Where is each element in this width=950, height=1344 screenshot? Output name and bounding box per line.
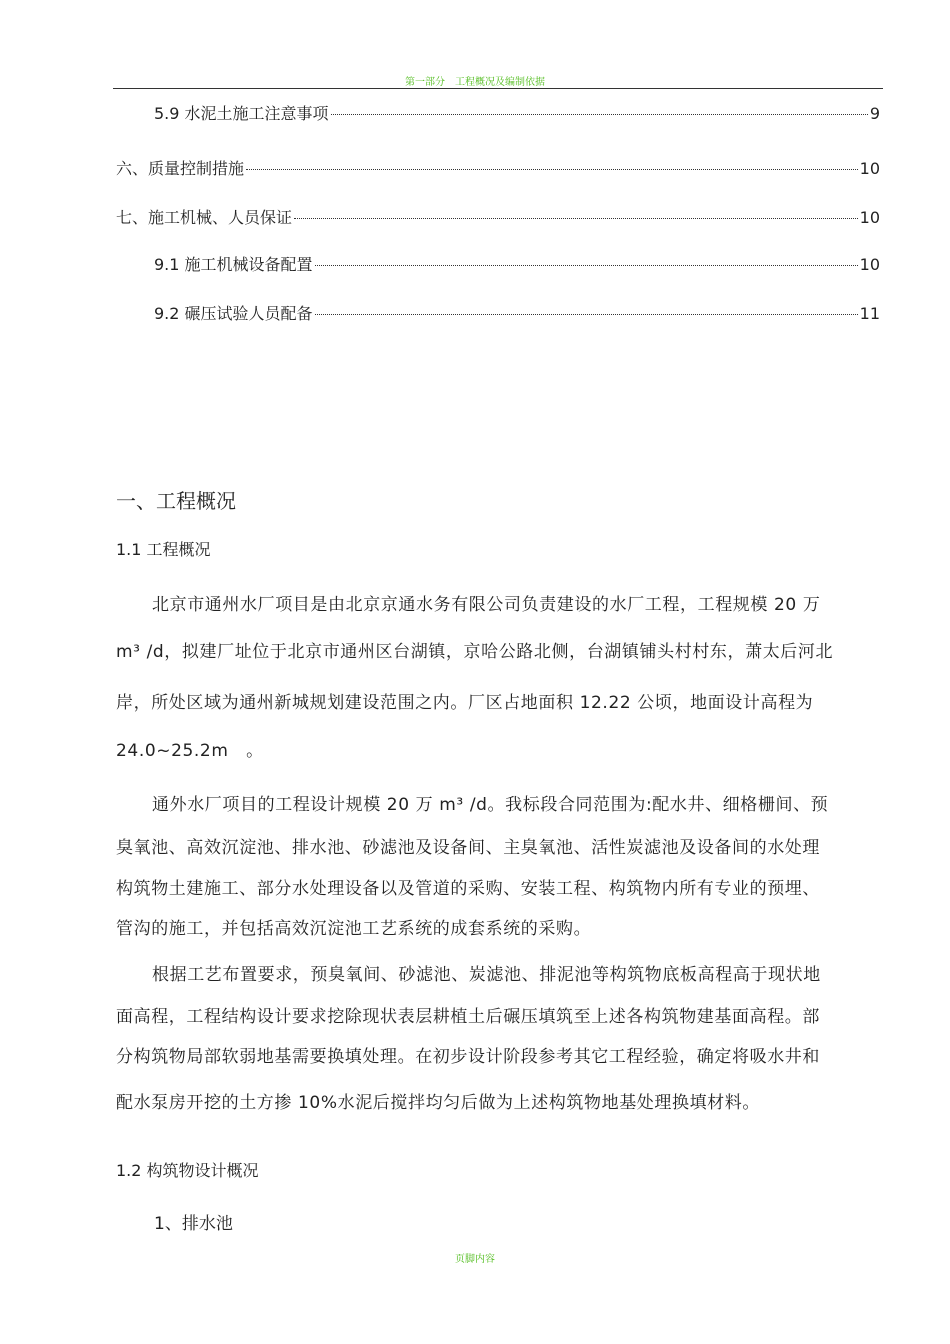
toc-leader-dots (294, 218, 858, 219)
toc-entry-label: 七、施工机械、人员保证 (116, 208, 293, 227)
paragraph-line: 面高程，工程结构设计要求挖除现状表层耕植土后碾压填筑至上述各构筑物建基面高程。部 (116, 1007, 820, 1027)
toc-entry[interactable] (154, 101, 880, 123)
paragraph-line: 配水泵房开挖的土方掺 10%水泥后搅拌均匀后做为上述构筑物地基处理换填材料。 (116, 1093, 760, 1113)
toc-entry-page: 10 (859, 208, 880, 227)
paragraph-line: 根据工艺布置要求，预臭氧间、砂滤池、炭滤池、排泥池等构筑物底板高程高于现状地 (152, 965, 821, 985)
paragraph-line: m³ /d，拟建厂址位于北京市通州区台湖镇，京哈公路北侧，台湖镇铺头村村东，萧太后河北 (116, 642, 834, 662)
toc-entry-label: 9.1 施工机械设备配置 (154, 255, 313, 274)
toc-entry-page: 11 (859, 304, 880, 323)
page-footer-text: 页脚内容 (455, 1254, 495, 1265)
toc-entry-page: 9 (869, 104, 880, 123)
toc-entry-label: 六、质量控制措施 (116, 159, 245, 178)
subsection-title: 1.2 构筑物设计概况 (116, 1161, 259, 1180)
toc-entry[interactable] (154, 252, 880, 274)
toc-leader-dots (315, 314, 858, 315)
toc-leader-dots (246, 169, 858, 170)
page-header-text: 第一部分 工程概况及编制依据 (405, 77, 545, 88)
toc-entry-page: 10 (859, 159, 880, 178)
subsection-title: 1.1 工程概况 (116, 540, 211, 559)
toc-entry[interactable] (154, 301, 880, 323)
paragraph-line: 通外水厂项目的工程设计规模 20 万 m³ /d。我标段合同范围为:配水井、细格栅间、预 (152, 795, 829, 815)
paragraph-line: 管沟的施工，并包括高效沉淀池工艺系统的成套系统的采购。 (116, 919, 592, 939)
toc-entry-label: 9.2 碾压试验人员配备 (154, 304, 313, 323)
toc-leader-dots (315, 265, 858, 266)
paragraph-line: 构筑物土建施工、部分水处理设备以及管道的采购、安装工程、构筑物内所有专业的预埋、 (116, 879, 820, 899)
section-title: 一、工程概况 (116, 489, 236, 513)
toc-entry[interactable] (116, 205, 880, 227)
paragraph-line: 分构筑物局部软弱地基需要换填处理。在初步设计阶段参考其它工程经验，确定将吸水井和 (116, 1047, 820, 1067)
paragraph-line: 北京市通州水厂项目是由北京京通水务有限公司负责建设的水厂工程，工程规模 20 万 (152, 595, 821, 615)
toc-leader-dots (331, 114, 868, 115)
toc-entry[interactable] (116, 156, 880, 178)
toc-entry-label: 5.9 水泥土施工注意事项 (154, 104, 329, 123)
header-divider (113, 88, 883, 89)
list-item-title: 1、排水池 (154, 1214, 233, 1234)
paragraph-line: 臭氧池、高效沉淀池、排水池、砂滤池及设备间、主臭氧池、活性炭滤池及设备间的水处理 (116, 838, 820, 858)
paragraph-line: 24.0~25.2m 。 (116, 741, 264, 761)
toc-entry-page: 10 (859, 255, 880, 274)
paragraph-line: 岸，所处区域为通州新城规划建设范围之内。厂区占地面积 12.22 公顷，地面设计高程为 (116, 693, 814, 713)
